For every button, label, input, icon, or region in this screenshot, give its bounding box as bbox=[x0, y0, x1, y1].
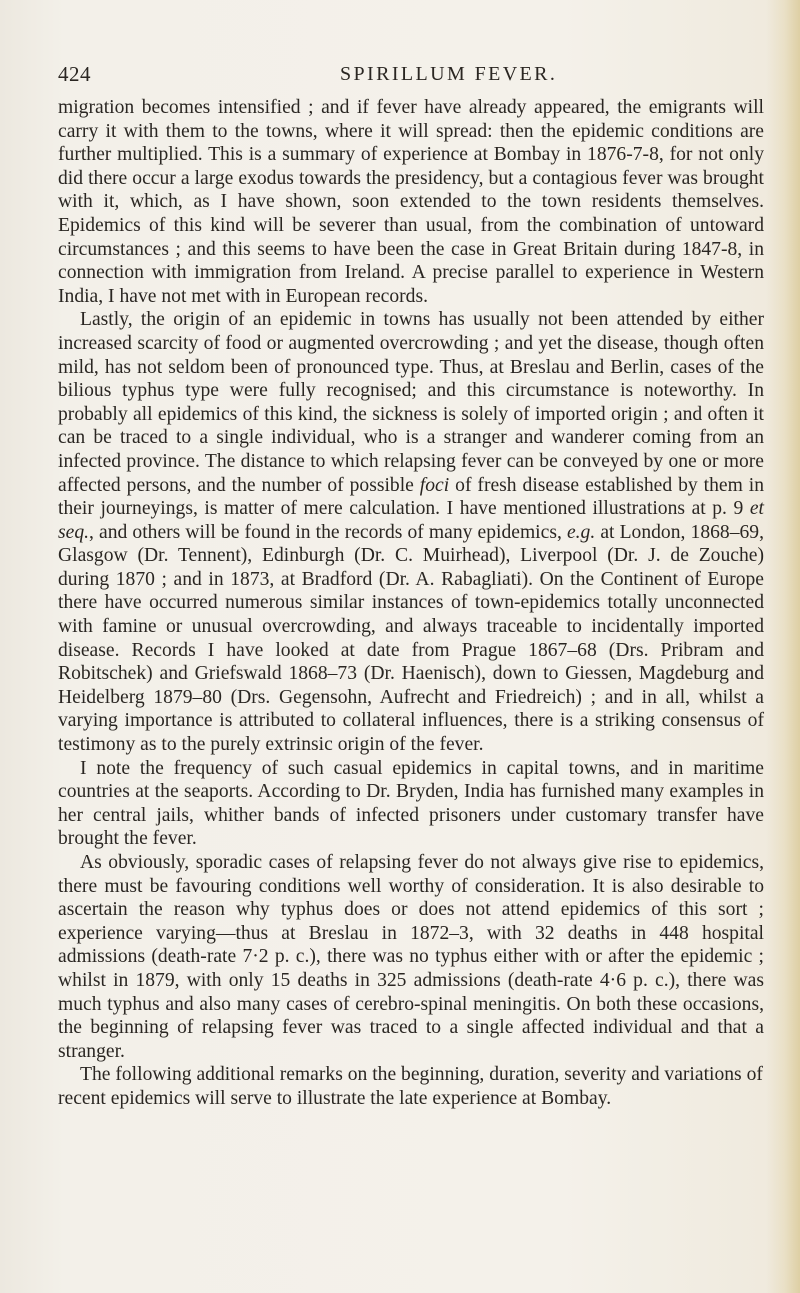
paragraph-1 bbox=[58, 96, 764, 308]
text-segment: migration becomes intensified ; and if fever have already appeared, the emigrants will carry it with them to the towns, where it will spread: then the epidemic conditions are further multiplied. This is a summary of experience at Bombay in 1876-7-8, for not only did there occur a large exodus towards the presidency, but a contagious fever was brought with it, which, as I have shown, soon extended to the town residents themselves. Epidemics of this kind will be severer than usual, from the combination of untoward circumstances ; and this seems to have been the case in Great Britain during 1847-8, in connection with immigration from Ireland. A precise parallel to experience in Western India, I have not met with in European records. bbox=[58, 97, 764, 307]
text-segment: , and others will be found in the records of many epidemics, bbox=[89, 521, 567, 543]
text-segment: Lastly, the origin of an epidemic in towns has usually not been attended by either increased scarcity of food or augmented overcrowding ; and yet the disease, though often mild, has not seldom been of pronounced type. Thus, at Breslau and Berlin, cases of the bilious typhus type were fully recognised; and this circumstance is noteworthy. In probably all epidemics of this kind, the sickness is solely of imported origin ; and often it can be traced to a single individual, who is a stranger and wanderer coming from an infected province. The distance to which relapsing fever can be conveyed by one or more affected persons, and the number of possible bbox=[58, 309, 764, 496]
paragraph-5 bbox=[58, 1063, 764, 1110]
paragraph-2 bbox=[58, 308, 764, 756]
text-segment: As obviously, sporadic cases of relapsing fever do not always give rise to epidemics, there must be favouring conditions well worthy of consideration. It is also desirable to ascertain the reason why typhus does or does not attend epidemics of this sort ; experience varying—thus at Breslau in 1872–3, with 32 deaths in 448 hospital admissions (death-rate 7·2 p. c.), there was no typhus either with or after the epidemic ; whilst in 1879, with only 15 deaths in 325 admissions (death-rate 4·6 p. c.), there was much typhus and also many cases of cerebro-spinal meningitis. On both these occasions, the beginning of relapsing fever was traced to a single affected individual and that a stranger. bbox=[58, 852, 764, 1062]
paragraph-3 bbox=[58, 757, 764, 851]
page-number: 424 bbox=[58, 62, 91, 86]
page-header bbox=[58, 62, 766, 92]
page-edge-shading bbox=[766, 0, 800, 1293]
text-segment: I note the frequency of such casual epidemics in capital towns, and in maritime countries at the seaports. According to Dr. Bryden, India has furnished many examples in her central jails, whither bands of infected prisoners under customary transfer have brought the fever. bbox=[58, 757, 764, 850]
italic-term: foci bbox=[419, 474, 450, 496]
paragraph-4 bbox=[58, 851, 764, 1063]
body-text bbox=[58, 96, 764, 1111]
text-segment: of fresh disease established by them in their journeyings, is matter of mere calculation. I have mentioned illustrations at p. 9 bbox=[58, 474, 765, 520]
italic-term: e.g. bbox=[566, 521, 596, 543]
text-segment: The following additional remarks on the beginning, duration, severity and variations of recent epidemics will serve to illustrate the late experience at Bombay. bbox=[58, 1064, 763, 1109]
italic-term: et seq. bbox=[58, 498, 764, 543]
running-title: SPIRILLUM FEVER. bbox=[340, 63, 558, 85]
text-segment: at London, 1868–69, Glasgow (Dr. Tennent), Edinburgh (Dr. C. Muirhead), Liverpool (Dr. J. de Zouche) during 1870 ; and in 1873, at Bradford (Dr. A. Rabagliati). On the Continent of Europe there have occurred numerous similar instances of town-epidemics totally unconnected with famine or unusual overcrowding, and always traceable to incidentally imported disease. Records I have looked at date from Prague 1867–68 (Drs. Pribram and Robitschek) and Griefswald 1868–73 (Dr. Haenisch), down to Giessen, Magdeburg and Heidelberg 1879–80 (Drs. Gegensohn, Aufrecht and Friedreich) ; and in all, whilst a varying importance is attributed to collateral influences, there is a striking consensus of testimony as to the purely extrinsic origin of the fever. bbox=[58, 521, 764, 756]
